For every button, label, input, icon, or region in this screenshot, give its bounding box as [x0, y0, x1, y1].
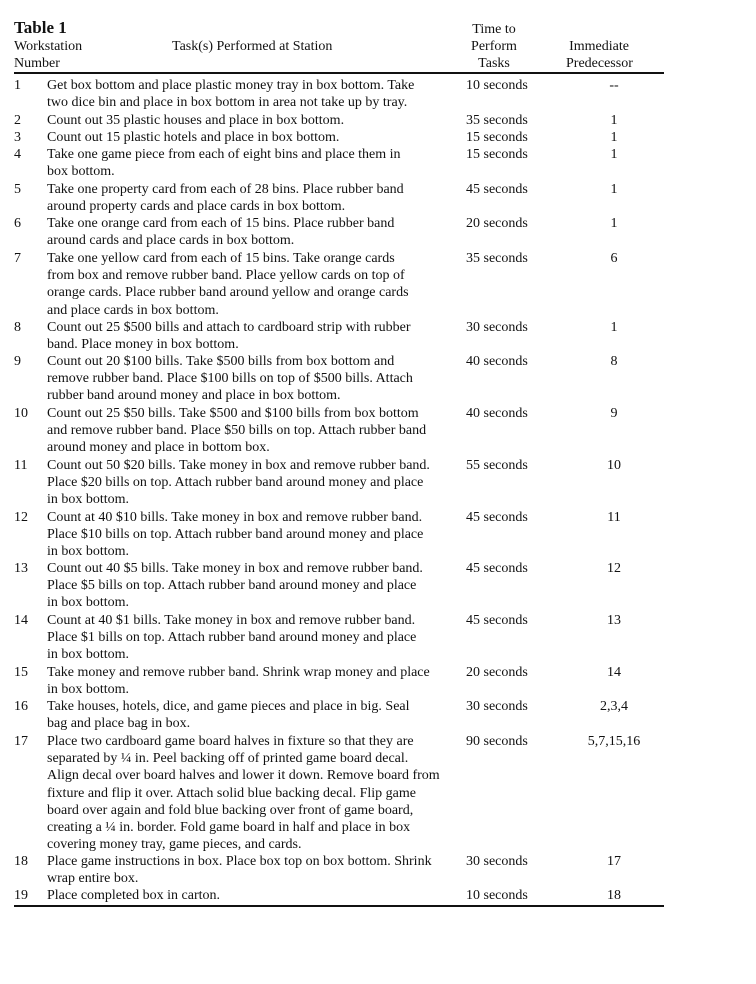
workstation-number: 12	[14, 510, 28, 525]
task-description: Count at 40 $10 bills. Take money in box and remove rubber band. Place $10 bills on top. Attach rubber band around money and place in box bottom.	[47, 510, 424, 560]
task-time: 35 seconds	[466, 251, 528, 266]
immediate-predecessor: 14	[607, 665, 621, 680]
header-task: Task(s) Performed at Station	[172, 39, 333, 54]
immediate-predecessor: 12	[607, 561, 621, 576]
immediate-predecessor: 1	[610, 130, 618, 145]
immediate-predecessor: 18	[607, 888, 621, 903]
immediate-predecessor: 1	[610, 216, 618, 231]
workstation-number: 1	[14, 78, 21, 93]
task-time: 55 seconds	[466, 458, 528, 473]
task-time: 45 seconds	[466, 613, 528, 628]
immediate-predecessor: 1	[610, 182, 618, 197]
header-time-to-perform: Time to Perform Tasks	[471, 22, 517, 71]
table-bottom-rule	[14, 905, 664, 907]
workstation-number: 18	[14, 854, 28, 869]
task-description: Count out 40 $5 bills. Take money in box and remove rubber band. Place $5 bills on top. Attach rubber band around money and place in box bottom.	[47, 561, 423, 611]
immediate-predecessor: 8	[610, 354, 618, 369]
immediate-predecessor: 13	[607, 613, 621, 628]
workstation-number: 15	[14, 665, 28, 680]
header-workstation-number: Workstation Number	[14, 39, 83, 71]
workstation-number: 17	[14, 734, 28, 749]
task-description: Count out 50 $20 bills. Take money in box and remove rubber band. Place $20 bills on top. Attach rubber band around money and place in box bottom.	[47, 458, 430, 508]
task-description: Take one property card from each of 28 bins. Place rubber band around property cards and place cards in box bottom.	[47, 182, 404, 215]
task-time: 20 seconds	[466, 216, 528, 231]
workstation-number: 3	[14, 130, 21, 145]
workstation-number: 8	[14, 320, 21, 335]
task-time: 45 seconds	[466, 182, 528, 197]
task-description: Count out 25 $50 bills. Take $500 and $100 bills from box bottom and remove rubber band. Place $50 bills on top. Attach rubber band around money and place in bottom box.	[47, 406, 427, 456]
immediate-predecessor: 10	[607, 458, 621, 473]
immediate-predecessor: 1	[610, 147, 618, 162]
workstation-number: 6	[14, 216, 21, 231]
immediate-predecessor: --	[609, 78, 619, 93]
workstation-number: 19	[14, 888, 28, 903]
workstation-number: 14	[14, 613, 28, 628]
task-time: 10 seconds	[466, 78, 528, 93]
task-description: Count at 40 $1 bills. Take money in box and remove rubber band. Place $1 bills on top. Attach rubber band around money and place in box bottom.	[47, 613, 417, 663]
table-title: Table 1	[14, 18, 67, 37]
task-time: 15 seconds	[466, 130, 528, 145]
task-description: Count out 15 plastic hotels and place in box bottom.	[47, 130, 340, 145]
task-description: Take one orange card from each of 15 bins. Place rubber band around cards and place cards in box bottom.	[47, 216, 395, 249]
task-time: 30 seconds	[466, 699, 528, 714]
immediate-predecessor: 11	[607, 510, 621, 525]
workstation-number: 16	[14, 699, 28, 714]
task-time: 15 seconds	[466, 147, 528, 162]
task-description: Take money and remove rubber band. Shrink wrap money and place in box bottom.	[47, 665, 430, 698]
workstation-number: 7	[14, 251, 21, 266]
task-description: Count out 25 $500 bills and attach to cardboard strip with rubber band. Place money in box bottom.	[47, 320, 411, 353]
immediate-predecessor: 17	[607, 854, 621, 869]
task-time: 90 seconds	[466, 734, 528, 749]
immediate-predecessor: 9	[610, 406, 618, 421]
immediate-predecessor: 2,3,4	[600, 699, 628, 714]
workstation-number: 10	[14, 406, 28, 421]
task-description: Place completed box in carton.	[47, 888, 220, 903]
table-top-rule	[14, 72, 664, 74]
task-description: Count out 35 plastic houses and place in box bottom.	[47, 113, 345, 128]
task-description: Get box bottom and place plastic money tray in box bottom. Take two dice bin and place in box bottom in area not take up by tray.	[47, 78, 415, 111]
task-time: 30 seconds	[466, 320, 528, 335]
task-time: 20 seconds	[466, 665, 528, 680]
task-time: 45 seconds	[466, 510, 528, 525]
task-description: Place game instructions in box. Place box top on box bottom. Shrink wrap entire box.	[47, 854, 432, 887]
immediate-predecessor: 5,7,15,16	[587, 734, 641, 749]
task-time: 40 seconds	[466, 406, 528, 421]
workstation-number: 11	[14, 458, 28, 473]
task-time: 30 seconds	[466, 854, 528, 869]
task-description: Count out 20 $100 bills. Take $500 bills from box bottom and remove rubber band. Place $100 bills on top of $500 bills. Attach rubber band around money and place in box bottom.	[47, 354, 413, 404]
workstation-number: 13	[14, 561, 28, 576]
task-time: 40 seconds	[466, 354, 528, 369]
task-description: Place two cardboard game board halves in fixture so that they are separated by ¼ in. Peel backing off of printed game board decal. Align decal over board halves and lower it down. Remove board from fixture and flip it over. Attach solid blue backing decal. Flip game board over again and fold blue backing over front of game board, creating a ¼ in. border. Fold game board in half and place in box covering money tray, game pieces, and cards.	[47, 734, 440, 853]
immediate-predecessor: 1	[610, 113, 618, 128]
task-time: 35 seconds	[466, 113, 528, 128]
task-description: Take houses, hotels, dice, and game pieces and place in big. Seal bag and place bag in box.	[47, 699, 410, 732]
task-description: Take one yellow card from each of 15 bins. Take orange cards from box and remove rubber band. Place yellow cards on top of orange cards. Place rubber band around yellow and orange cards and place cards in box bottom.	[47, 251, 409, 318]
immediate-predecessor: 6	[610, 251, 618, 266]
task-time: 10 seconds	[466, 888, 528, 903]
task-time: 45 seconds	[466, 561, 528, 576]
header-immediate-predecessor: Immediate Predecessor	[566, 39, 633, 71]
immediate-predecessor: 1	[610, 320, 618, 335]
workstation-number: 5	[14, 182, 21, 197]
workstation-number: 4	[14, 147, 21, 162]
task-description: Take one game piece from each of eight bins and place them in box bottom.	[47, 147, 401, 180]
workstation-number: 9	[14, 354, 21, 369]
workstation-number: 2	[14, 113, 21, 128]
